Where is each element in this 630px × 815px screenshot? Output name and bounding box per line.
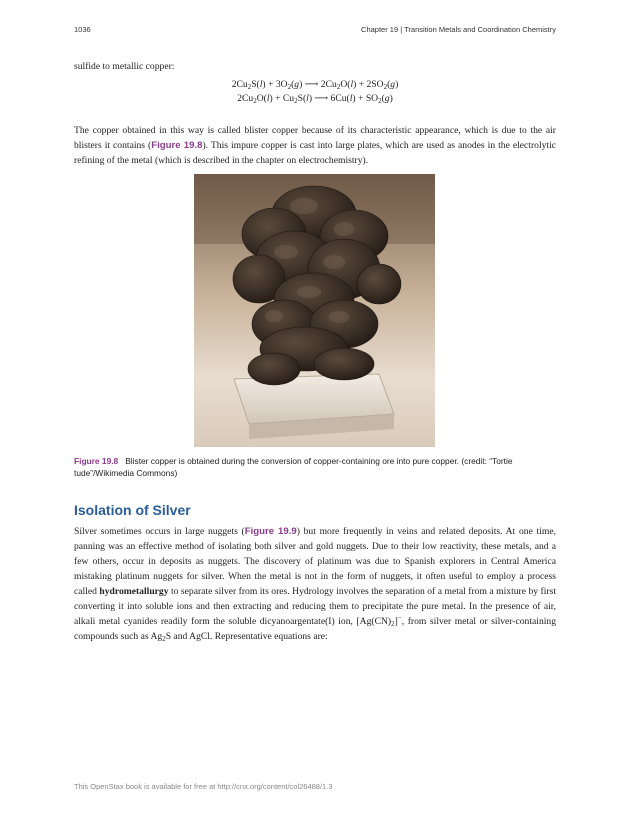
term-hydrometallurgy: hydrometallurgy (99, 586, 169, 597)
figure-caption: Figure 19.8 Blister copper is obtained during the conversion of copper-containing ore into pure copper. (credit: “Tortie tude”/Wikimedia Commons) (74, 456, 513, 478)
figure-19-9-link[interactable]: Figure 19.9 (244, 526, 297, 537)
dicyanoargentate-formula: $[Ag(CN)_2]^-$ (356, 614, 402, 628)
section-heading: Isolation of Silver (74, 502, 191, 518)
paragraph-isolation-of-silver: Silver sometimes occurs in large nuggets (Figure 19.9) but more frequently in veins and related deposits. At one time, panning was an effective method of isolating both silver and gold nuggets. Due to their low reactivity, these metals, and a few others, occur in deposits as nuggets. The discovery of platinum was due to Spanish explorers in Central America mistaking platinum nuggets for silver. When the metal is not in the form of nuggets, it often useful to employ a process called hydrometallurgy to separate silver from its ores. Hydrology involves the separation of a metal from a mixture by first converting it into soluble ions and then extracting and reducing them to precipitate the pure metal. In the presence of air, alkali metal cyanides readily form the soluble dicyanoargentate(I) ion, $[Ag(CN)_2]^-$, from silver metal or silver-containing compounds such as $Ag_2S$ and AgCl. Representative equations are: (74, 526, 556, 643)
figure-label: Figure 19.8 (74, 456, 119, 466)
blister-copper-photo (194, 174, 435, 447)
equation-1: $2Cu_2S(l) + 3O_2(g)$ ⟶ $2Cu_2O(l) + 2SO_2(g)$ (231, 79, 399, 91)
paragraph-blister-copper: The copper obtained in this way is called blister copper because of its characteristic appearance, which is due to the air blisters it contains (Figure 19.8). This impure copper is cast into large plates, which are used as anodes in the electrolytic refining of the metal (which is described in the chapter on electrochemistry). (74, 125, 556, 166)
figure-19-8-link[interactable]: Figure 19.8 (151, 140, 203, 151)
running-header: Chapter 19 | Transition Metals and Coordination Chemistry (361, 25, 556, 34)
footer-text: This OpenStax book is available for free at http://cnx.org/content/col26488/1.3 (74, 782, 333, 791)
intro-text: sulfide to metallic copper: (74, 61, 175, 72)
page-number: 1036 (74, 25, 91, 34)
equation-2: $2Cu_2O(l) + Cu_2S(l)$ ⟶ $6Cu(l) + SO_2(g)$ (237, 93, 393, 105)
